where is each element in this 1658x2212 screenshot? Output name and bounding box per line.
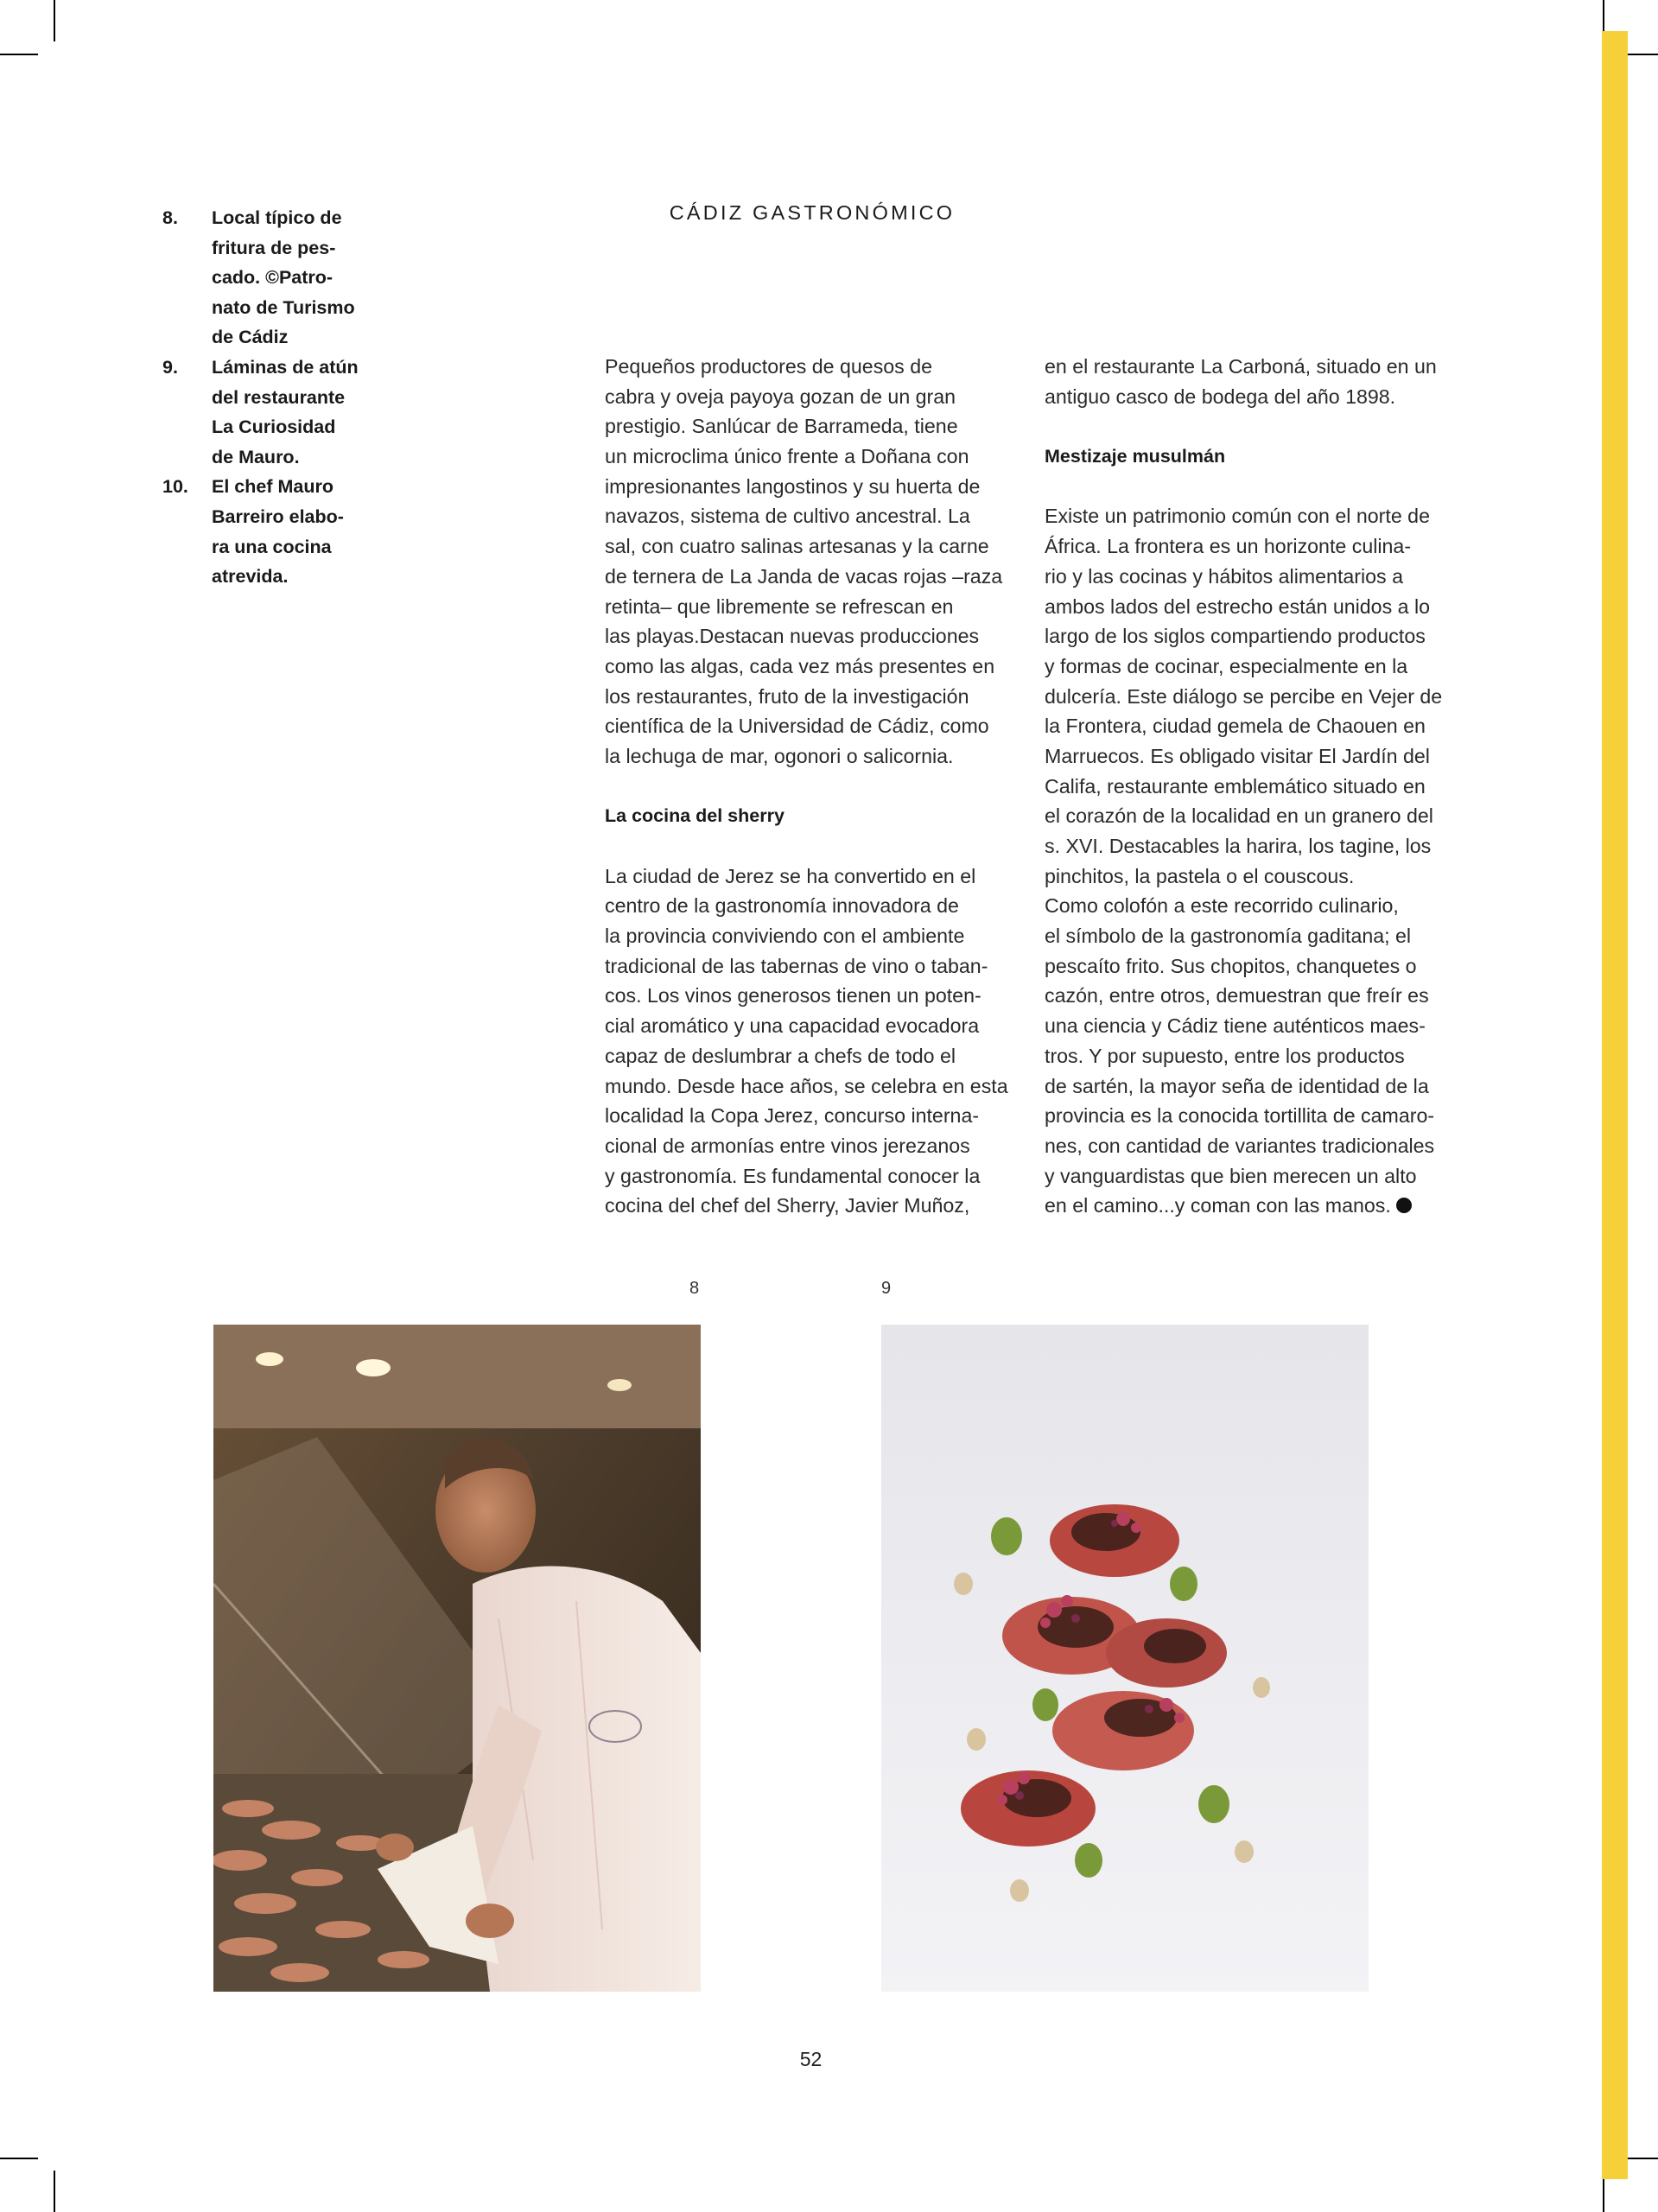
text-line: la lechuga de mar, ogonori o salicornia. [605, 744, 954, 767]
text-line: cocina del chef del Sherry, Javier Muñoz, [605, 1194, 970, 1217]
text-line: los restaurantes, fruto de la investigación [605, 684, 969, 708]
text-line: Marruecos. Es obligado visitar El Jardín del [1045, 744, 1430, 767]
text-line: tradicional de las tabernas de vino o taban- [605, 954, 988, 977]
text-line: localidad la Copa Jerez, concurso interna- [605, 1104, 980, 1128]
text-line: antiguo casco de bodega del año 1898. [1045, 385, 1396, 408]
text-line: de sartén, la mayor seña de identidad de la [1045, 1074, 1429, 1097]
text-line: navazos, sistema de cultivo ancestral. La [605, 505, 970, 528]
caption-number: 10. [162, 476, 188, 498]
text-line: pinchitos, la pastela o el couscous. [1045, 864, 1355, 887]
caption-8 [162, 203, 387, 353]
photo-fish-fry-shop [213, 1325, 701, 1992]
text-line: impresionantes langostinos y su huerta de [605, 474, 981, 498]
figure-number-9: 9 [881, 1279, 892, 1298]
crop-mark-top-left-v [54, 0, 55, 41]
crop-mark-top-left-h [0, 54, 38, 55]
text-line: dulcería. Este diálogo se percibe en Vejer de [1045, 684, 1443, 708]
text-line: cial aromático y una capacidad evocadora [605, 1014, 980, 1038]
caption-text: El chef Mauro Barreiro elabo- ra una cocina atrevida. [212, 476, 344, 588]
section-title: CÁDIZ GASTRONÓMICO [669, 201, 956, 224]
text-line: tros. Y por supuesto, entre los productos [1045, 1044, 1405, 1067]
text-line: Como colofón a este recorrido culinario, [1045, 894, 1399, 918]
page-number: 52 [799, 2048, 823, 2070]
caption-9 [162, 353, 387, 472]
text-line: pescaíto frito. Sus chopitos, chanquetes o [1045, 954, 1417, 977]
text-line: centro de la gastronomía innovadora de [605, 894, 959, 918]
text-line: Califa, restaurante emblemático situado en [1045, 774, 1426, 798]
caption-number: 9. [162, 356, 178, 378]
photo-fish-fry-shop-illustration [213, 1325, 701, 1992]
figure-number-8: 8 [689, 1279, 700, 1298]
text-line: de ternera de La Janda de vacas rojas –raza [605, 564, 1003, 588]
text-line: y vanguardistas que bien merecen un alto [1045, 1164, 1417, 1187]
text-line [1045, 411, 1468, 442]
article-column-left [605, 352, 1020, 1221]
figure-captions [162, 203, 387, 592]
text-line: una ciencia y Cádiz tiene auténticos maes- [1045, 1014, 1426, 1038]
text-line: África. La frontera es un horizonte culina- [1045, 535, 1412, 558]
text-line: sal, con cuatro salinas artesanas y la carne [605, 535, 989, 558]
accent-bar [1602, 31, 1628, 2179]
text-line: mundo. Desde hace años, se celebra en esta [605, 1074, 1008, 1097]
subheading: Mestizaje musulmán [1045, 446, 1226, 467]
crop-mark-bottom-left-h [0, 2158, 38, 2159]
text-line: el símbolo de la gastronomía gaditana; el [1045, 925, 1412, 948]
text-line [1045, 472, 1468, 502]
caption-text: Local típico de fritura de pes- cado. ©Patro- nato de Turismo de Cádiz [212, 207, 355, 348]
text-line: Existe un patrimonio común con el norte de [1045, 505, 1430, 528]
text-line: cabra y oveja payoya gozan de un gran [605, 385, 956, 408]
text-line: cos. Los vinos generosos tienen un poten- [605, 984, 981, 1007]
text-line: en el restaurante La Carboná, situado en un [1045, 355, 1437, 378]
text-line: cional de armonías entre vinos jerezanos [605, 1134, 970, 1157]
text-line: cazón, entre otros, demuestran que freír es [1045, 984, 1429, 1007]
text-line: retinta– que libremente se refrescan en [605, 594, 954, 618]
end-mark-icon [1396, 1198, 1412, 1213]
crop-mark-bottom-left-v [54, 2171, 55, 2212]
caption-text: Láminas de atún del restaurante La Curiosidad de Mauro. [212, 356, 359, 467]
caption-10 [162, 472, 387, 591]
text-line: s. XVI. Destacables la harira, los tagine, los [1045, 835, 1432, 857]
text-line [605, 831, 1020, 861]
text-line: como las algas, cada vez más presentes en [605, 654, 995, 677]
text-line: y gastronomía. Es fundamental conocer la [605, 1164, 981, 1187]
text-line: capaz de deslumbrar a chefs de todo el [605, 1044, 956, 1067]
text-line: la provincia conviviendo con el ambiente [605, 925, 965, 948]
caption-number: 8. [162, 207, 178, 228]
text-line: ambos lados del estrecho están unidos a lo [1045, 594, 1430, 618]
photo-tuna-dish [881, 1325, 1369, 1992]
photo-tuna-dish-illustration [881, 1325, 1369, 1992]
text-line: la Frontera, ciudad gemela de Chaouen en [1045, 715, 1426, 738]
text-line-last: en el camino...y coman con las manos. [1045, 1191, 1468, 1221]
text-line: y formas de cocinar, especialmente en la [1045, 654, 1408, 677]
text-line: científica de la Universidad de Cádiz, como [605, 715, 989, 738]
text-line: La ciudad de Jerez se ha convertido en el [605, 864, 976, 887]
subheading: La cocina del sherry [605, 805, 785, 827]
text-line: el corazón de la localidad en un granero del [1045, 804, 1433, 828]
article-column-right [1045, 352, 1468, 1221]
text-line: las playas.Destacan nuevas producciones [605, 625, 980, 648]
text-line [605, 772, 1020, 802]
text-line: un microclima único frente a Doñana con [605, 445, 969, 468]
text-line: provincia es la conocida tortillita de camaro- [1045, 1104, 1435, 1128]
text-line: nes, con cantidad de variantes tradicionales [1045, 1134, 1435, 1157]
text-line: Pequeños productores de quesos de [605, 355, 933, 378]
text-line: prestigio. Sanlúcar de Barrameda, tiene [605, 415, 958, 438]
text-line: rio y las cocinas y hábitos alimentarios a [1045, 564, 1403, 588]
text-line: largo de los siglos compartiendo productos [1045, 625, 1426, 648]
